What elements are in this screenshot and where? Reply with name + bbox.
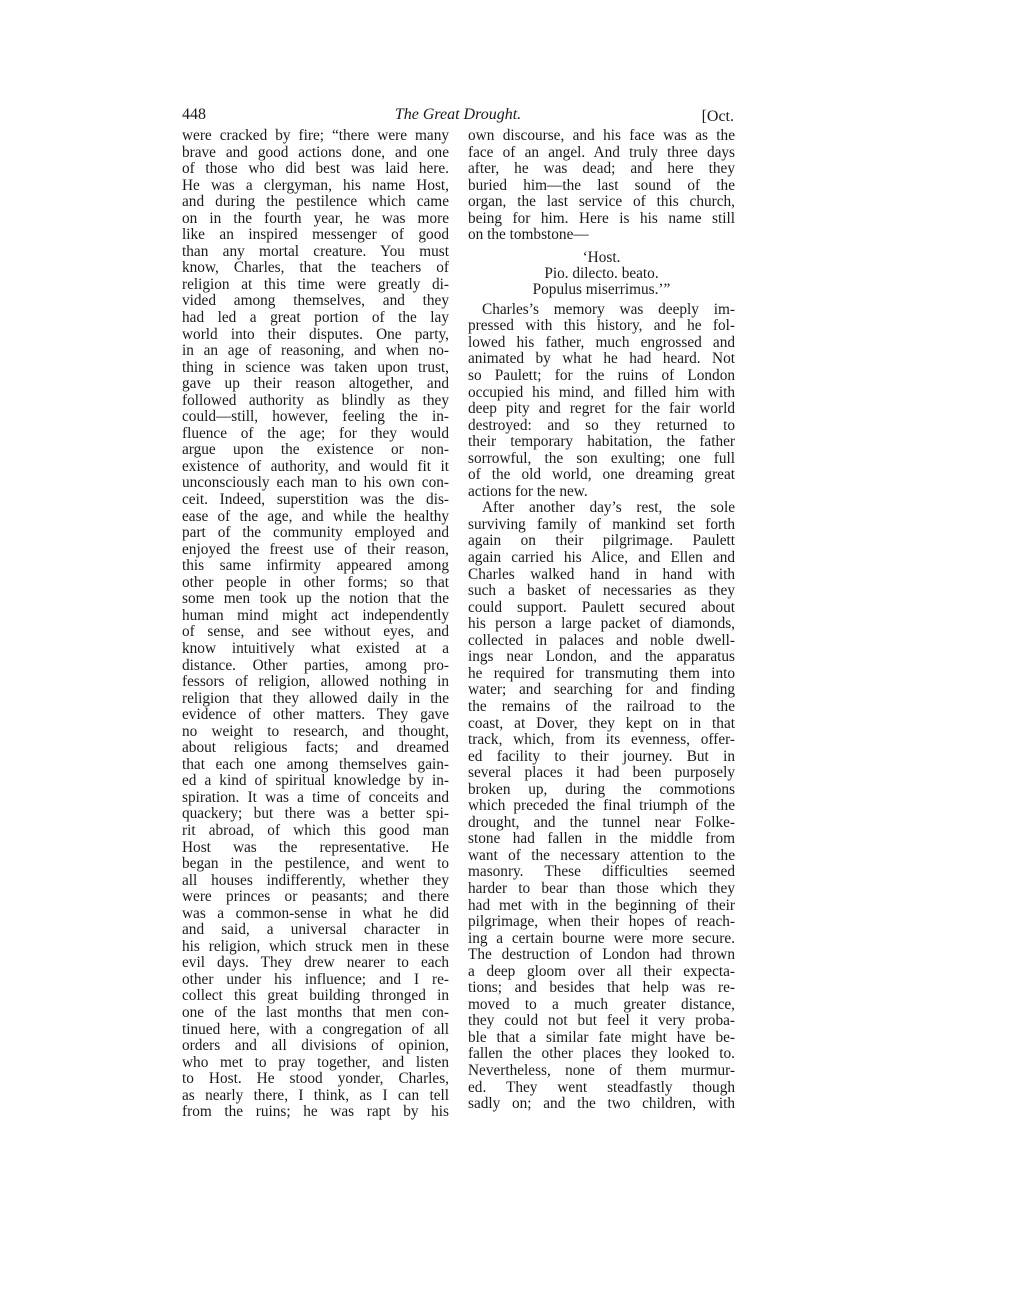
text-line: all houses indifferently, whether they [182, 871, 449, 889]
text-line: evil days. They drew nearer to each [182, 954, 449, 972]
text-line: some men took up the notion that the [182, 590, 449, 608]
text-line: several places it had been purposely [468, 764, 735, 782]
text-line: know intuitively what existed at a [182, 639, 449, 657]
text-line: coast, at Dover, they kept on in that [468, 714, 735, 732]
text-line: unconsciously each man to his own con- [182, 474, 449, 492]
text-line: ed a kind of spiritual knowledge by in- [182, 772, 449, 790]
text-line: gave up their reason altogether, and [182, 375, 449, 393]
text-line: again on their pilgrimage. Paulett [468, 532, 735, 550]
text-line: ble that a similar fate might have be- [468, 1028, 735, 1046]
text-line: deep pity and regret for the fair world [468, 400, 735, 418]
header-month: [Oct. [701, 108, 734, 125]
text-line: ed. They went steadfastly though [468, 1078, 735, 1096]
text-line: other people in other forms; so that [182, 573, 449, 591]
text-line: Nevertheless, none of them murmur- [468, 1061, 735, 1079]
text-line: his person a large packet of diamonds, [468, 615, 735, 633]
text-line: distance. Other parties, among pro- [182, 656, 449, 674]
text-line: actions for the new. [468, 482, 588, 500]
text-line: human mind might act independently [182, 606, 449, 624]
text-line: ceit. Indeed, superstition was the dis- [182, 491, 449, 509]
text-line: track, which, from its evenness, offer- [468, 731, 735, 749]
text-line: pilgrimage, when their hopes of reach- [468, 913, 735, 931]
text-line: masonry. These difficulties seemed [468, 863, 735, 881]
text-line: being for him. Here is his name still [468, 209, 735, 227]
text-line: were cracked by fire; “there were many [182, 127, 449, 144]
text-line: on in the fourth year, he was more [182, 209, 449, 227]
text-line: water; and searching for and finding [468, 681, 735, 699]
text-line: world into their disputes. One party, [182, 325, 449, 343]
text-line: Populus miserrimus.’” [532, 280, 671, 298]
text-line: could—still, however, feeling the in- [182, 408, 449, 426]
text-line: stone had fallen in the middle from [468, 830, 735, 848]
right-column-paragraph-3 [468, 500, 735, 1112]
text-line: a deep gloom over all their expecta- [468, 962, 735, 980]
text-line: one of the last months that men con- [182, 1003, 449, 1021]
text-line: drought, and the tunnel near Folke- [468, 813, 735, 831]
text-line: ‘Host. [582, 248, 621, 266]
text-line: began in the pestilence, and went to [182, 855, 449, 873]
text-line: The destruction of London had thrown [468, 946, 735, 964]
text-line: surviving family of mankind set forth [468, 515, 735, 533]
text-line: so Paulett; for the ruins of London [468, 367, 735, 385]
text-line: which preceded the final triumph of the [468, 797, 735, 815]
running-title: The Great Drought. [394, 106, 522, 123]
text-line: evidence of other matters. They gave [182, 706, 449, 724]
text-line: their temporary habitation, the father [468, 433, 735, 451]
text-line: fessors of religion, allowed nothing in [182, 673, 449, 691]
text-line: this same infirmity appeared among [182, 557, 449, 575]
text-line: thing in science was taken upon trust, [182, 358, 449, 376]
text-line: collected in palaces and noble dwell- [468, 631, 735, 649]
text-line: like an inspired messenger of good [182, 226, 449, 244]
text-line: were princes or peasants; and there [182, 888, 449, 906]
right-column-paragraph-1 [468, 128, 735, 244]
text-line: After another day’s rest, the sole [482, 499, 735, 517]
text-line: no weight to research, and thought, [182, 722, 449, 740]
text-line: Charles walked hand in hand with [468, 565, 735, 583]
text-line: occupied his mind, and filled him with [468, 383, 735, 401]
text-line: of the old world, one dreaming great [468, 466, 735, 484]
text-line: than any mortal creature. You must [182, 242, 449, 260]
text-line: fallen the other places they looked to. [468, 1045, 735, 1063]
text-line: religion at this time were greatly di- [182, 275, 449, 293]
text-line: other under his influence; and I re- [182, 970, 449, 988]
text-line: religion that they allowed daily in the [182, 689, 449, 707]
right-column-paragraph-2 [468, 302, 735, 501]
text-line: again carried his Alice, and Ellen and [468, 549, 735, 567]
text-line: sadly on; and the two children, with [468, 1095, 735, 1113]
text-line: ing a certain bourne were more secure. [468, 929, 735, 947]
text-line: broken up, during the commotions [468, 780, 735, 798]
text-line: quackery; but there was a better spi- [182, 805, 449, 823]
text-line: ease of the age, and while the healthy [182, 507, 449, 525]
text-line: his religion, which struck men in these [182, 937, 449, 955]
text-line: that each one among themselves gain- [182, 755, 449, 773]
text-line: about religious facts; and dreamed [182, 739, 449, 757]
left-column [182, 128, 449, 1121]
text-line: enjoyed the freest use of their reason, [182, 540, 449, 558]
text-line: face of an angel. And truly three days [468, 143, 735, 161]
text-line: He was a clergyman, his name Host, [182, 176, 449, 194]
text-line: from the ruins; he was rapt by his [182, 1103, 449, 1121]
text-line: was a common-sense in what he did [182, 904, 449, 922]
text-line: after, he was dead; and here they [468, 160, 735, 178]
text-line: part of the community employed and [182, 524, 449, 542]
text-line: such a basket of necessaries as they [468, 582, 735, 600]
tombstone-epitaph [468, 250, 735, 298]
text-line: spiration. It was a time of conceits and [182, 788, 449, 806]
text-line: ed facility to their journey. But in [468, 747, 735, 765]
text-line: buried him—the last sound of the [468, 176, 735, 194]
text-line: moved to a much greater distance, [468, 995, 735, 1013]
text-line: in an age of reasoning, and when no- [182, 342, 449, 360]
text-line: and during the pestilence which came [182, 193, 449, 211]
text-line: Pio. dilecto. beato. [544, 264, 659, 282]
text-line: destroyed: and so they returned to [468, 416, 735, 434]
text-line: want of the necessary attention to the [468, 846, 735, 864]
text-line: of sense, and see without eyes, and [182, 623, 449, 641]
text-line: who met to pray together, and listen [182, 1053, 449, 1071]
text-line: vided among themselves, and they [182, 292, 449, 310]
text-line: collect this great building thronged in [182, 987, 449, 1005]
text-line: pressed with this history, and he fol- [468, 317, 735, 335]
text-line: lowed his father, much engrossed and [468, 333, 735, 351]
text-line: animated by what he had heard. Not [468, 350, 735, 368]
text-line: Host was the representative. He [182, 838, 449, 856]
text-line: argue upon the existence or non- [182, 441, 449, 459]
text-line: they could not but feel it very proba- [468, 1012, 735, 1030]
text-line: organ, the last service of this church, [468, 193, 735, 211]
text-line: harder to bear than those which they [468, 879, 735, 897]
text-line: existence of authority, and would fit it [182, 457, 449, 475]
text-line: rit abroad, of which this good man [182, 821, 449, 839]
text-line: tinued here, with a congregation of all [182, 1020, 449, 1038]
right-column [468, 128, 735, 1113]
text-line: Charles’s memory was deeply im- [482, 300, 735, 318]
text-line: followed authority as blindly as they [182, 391, 449, 409]
text-line: fluence of the age; for they would [182, 424, 449, 442]
page-number: 448 [182, 106, 206, 123]
text-line: could support. Paulett secured about [468, 598, 735, 616]
text-line: of those who did best was laid here. [182, 160, 449, 178]
text-line: ings near London, and the apparatus [468, 648, 735, 666]
text-line: had led a great portion of the lay [182, 309, 449, 327]
text-line: the remains of the railroad to the [468, 697, 735, 715]
text-line: know, Charles, that the teachers of [182, 259, 449, 277]
text-line: sorrowful, the son exulting; one full [468, 449, 735, 467]
text-line: tions; and besides that help was re- [468, 979, 735, 997]
text-line: he required for transmuting them into [468, 664, 735, 682]
text-line: to Host. He stood yonder, Charles, [182, 1070, 449, 1088]
text-line: orders and all divisions of opinion, [182, 1037, 449, 1055]
text-line: as nearly there, I think, as I can tell [182, 1086, 449, 1104]
text-line: had met with in the beginning of their [468, 896, 735, 914]
text-line: brave and good actions done, and one [182, 143, 449, 161]
text-line: own discourse, and his face was as the [468, 127, 735, 144]
text-line: and said, a universal character in [182, 921, 449, 939]
text-line: on the tombstone— [468, 226, 589, 244]
